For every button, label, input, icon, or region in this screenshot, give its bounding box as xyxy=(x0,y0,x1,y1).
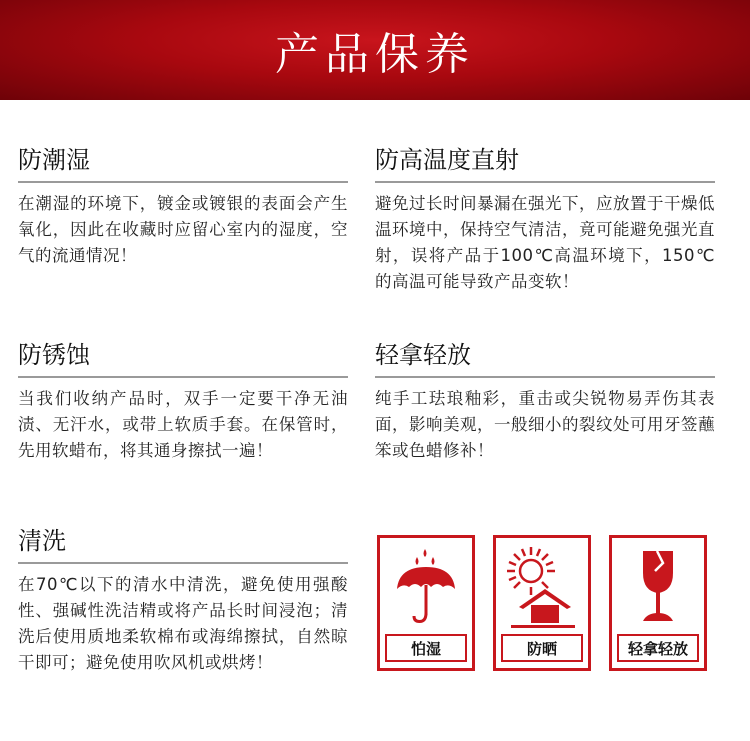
section-divider xyxy=(375,181,715,183)
section-divider xyxy=(375,376,715,378)
sign-handle-with-care xyxy=(609,535,707,671)
section-rust-proof xyxy=(18,338,348,464)
sign-label: 轻拿轻放 xyxy=(627,639,688,658)
wine-glass-icon xyxy=(617,543,699,631)
section-title: 防锈蚀 xyxy=(18,341,90,369)
section-divider xyxy=(18,562,348,564)
section-heat-proof xyxy=(375,143,715,295)
section-title: 清洗 xyxy=(18,527,66,555)
section-body: 避免过长时间暴漏在强光下，应放置于干燥低温环境中，保持空气清洁，竟可能避免强光直射，误将产品于100℃高温环境下，150℃的高温可能导致产品变软！ xyxy=(375,194,715,291)
sign-keep-dry xyxy=(377,535,475,671)
sign-sun-protection xyxy=(493,535,591,671)
section-body: 当我们收纳产品时，双手一定要干净无油渍、无汗水，或带上软质手套。在保管时，先用软蜡布，将其通身擦拭一遍！ xyxy=(18,389,348,460)
section-body: 在70℃以下的清水中清洗，避免使用强酸性、强碱性洗洁精或将产品长时间浸泡；清洗后使用质地柔软棉布或海绵擦拭，自然晾干即可；避免使用吹风机或烘烤！ xyxy=(18,575,348,672)
section-divider xyxy=(18,181,348,183)
section-title: 防潮湿 xyxy=(18,146,90,174)
section-cleaning xyxy=(18,524,348,676)
sign-label-box xyxy=(501,634,583,662)
header-banner xyxy=(0,0,750,100)
page-title: 产品保养 xyxy=(275,29,475,80)
sun-house-icon xyxy=(501,543,583,631)
section-divider xyxy=(18,376,348,378)
sign-label-box xyxy=(617,634,699,662)
section-body: 在潮湿的环境下，镀金或镀银的表面会产生氧化，因此在收藏时应留心室内的湿度，空气的流通情况！ xyxy=(18,194,348,265)
sign-label-box xyxy=(385,634,467,662)
umbrella-rain-icon xyxy=(385,543,467,631)
section-handle-with-care xyxy=(375,338,715,464)
sign-label: 怕湿 xyxy=(410,639,441,658)
sign-label: 防晒 xyxy=(526,639,557,658)
section-title: 防高温度直射 xyxy=(375,146,519,174)
section-body: 纯手工珐琅釉彩，重击或尖锐物易弄伤其表面，影响美观，一般细小的裂纹处可用牙签蘸笨或色蜡修补！ xyxy=(375,389,715,460)
section-moisture-proof xyxy=(18,143,348,269)
section-title: 轻拿轻放 xyxy=(375,341,471,369)
